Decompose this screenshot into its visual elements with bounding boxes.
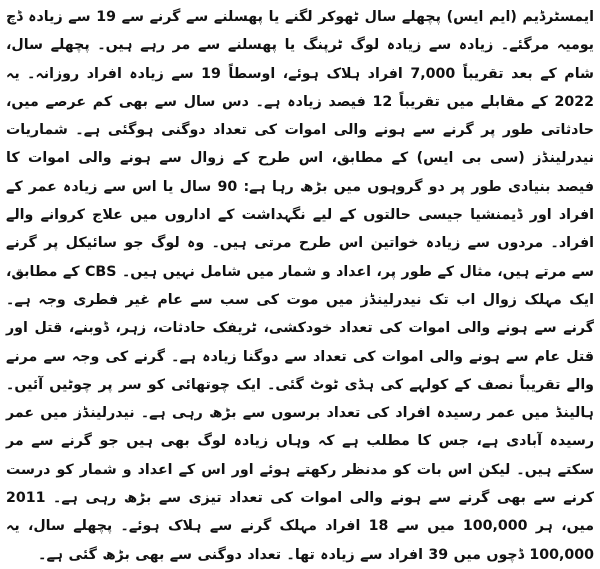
article-paragraph: ایمسٹرڈیم (ایم ایس) پچھلے سال ٹھوکر لگنے یا پھسلنے سے گرنے سے 19 سے زیادہ ڈچ یومیہ مرگئے۔ زیادہ سے زیادہ لوگ ٹرپنگ یا پھسلنے سے مر رہے ہیں۔ پچھلے سال، شام کے بعد تقریباً 7,000 افراد ہلاک ہوئے، اوسطاً 19 سے زیادہ افراد روزانہ۔ یہ 2022 کے مقابلے میں تقریباً 12 فیصد زیادہ ہے۔ دس سال سے بھی کم عرصے میں، حادثاتی طور پر گرنے سے ہونے والی اموات کی تعداد دوگنی ہوگئی ہے۔ شماریات نیدرلینڈز (سی بی ایس) کے مطابق، اس طرح کے زوال سے ہونے والی اموات کا فیصد بنیادی طور پر دو گروہوں میں بڑھ رہا ہے: 90 سال یا اس سے زیادہ عمر کے افراد اور ڈیمنشیا جیسی حالتوں کے لیے نگہداشت کے اداروں میں علاج کروانے والے افراد۔ مردوں سے زیادہ خواتین اس طرح مرتی ہیں۔ وہ لوگ جو سائیکل پر گرنے سے مرتے ہیں، مثال کے طور پر، اعداد و شمار میں شامل نہیں ہیں۔ CBS کے مطابق، ایک مہلک زوال اب تک نیدرلینڈز میں موت کی سب سے عام غیر فطری وجہ ہے۔ گرنے سے ہونے والی اموات کی تعداد خودکشی، ٹریفک حادثات، زہر، ڈوبنے، قتل اور قتل عام سے ہونے والی اموات کی تعداد سے دوگنا زیادہ ہے۔ گرنے کی وجہ سے مرنے والے تقریباً نصف کے کولہے کی ہڈی ٹوٹ گئی۔ ایک چوتھائی کو سر پر چوٹیں آئیں۔ ہالینڈ میں عمر رسیدہ افراد کی تعداد برسوں سے بڑھ رہی ہے۔ نیدرلینڈز میں عمر رسیدہ آبادی ہے، جس کا مطلب ہے کہ وہاں زیادہ لوگ بھی ہیں جو گرنے سے مر سکتے ہیں۔ لیکن اس بات کو مدنظر رکھتے ہوئے اور اس کے اعداد و شمار کو درست کرنے سے بھی گرنے سے ہونے والی اموات کی تعداد تیزی سے بڑھ رہی ہے۔ 2011 میں، ہر 100,000 میں سے 18 افراد مہلک گرنے سے ہلاک ہوئے۔ پچھلے سال، یہ 100,000 ڈچوں میں 39 افراد سے زیادہ تھا۔ تعداد دوگنی سے بھی بڑھ گئی ہے۔ xyxy=(6,9,595,563)
